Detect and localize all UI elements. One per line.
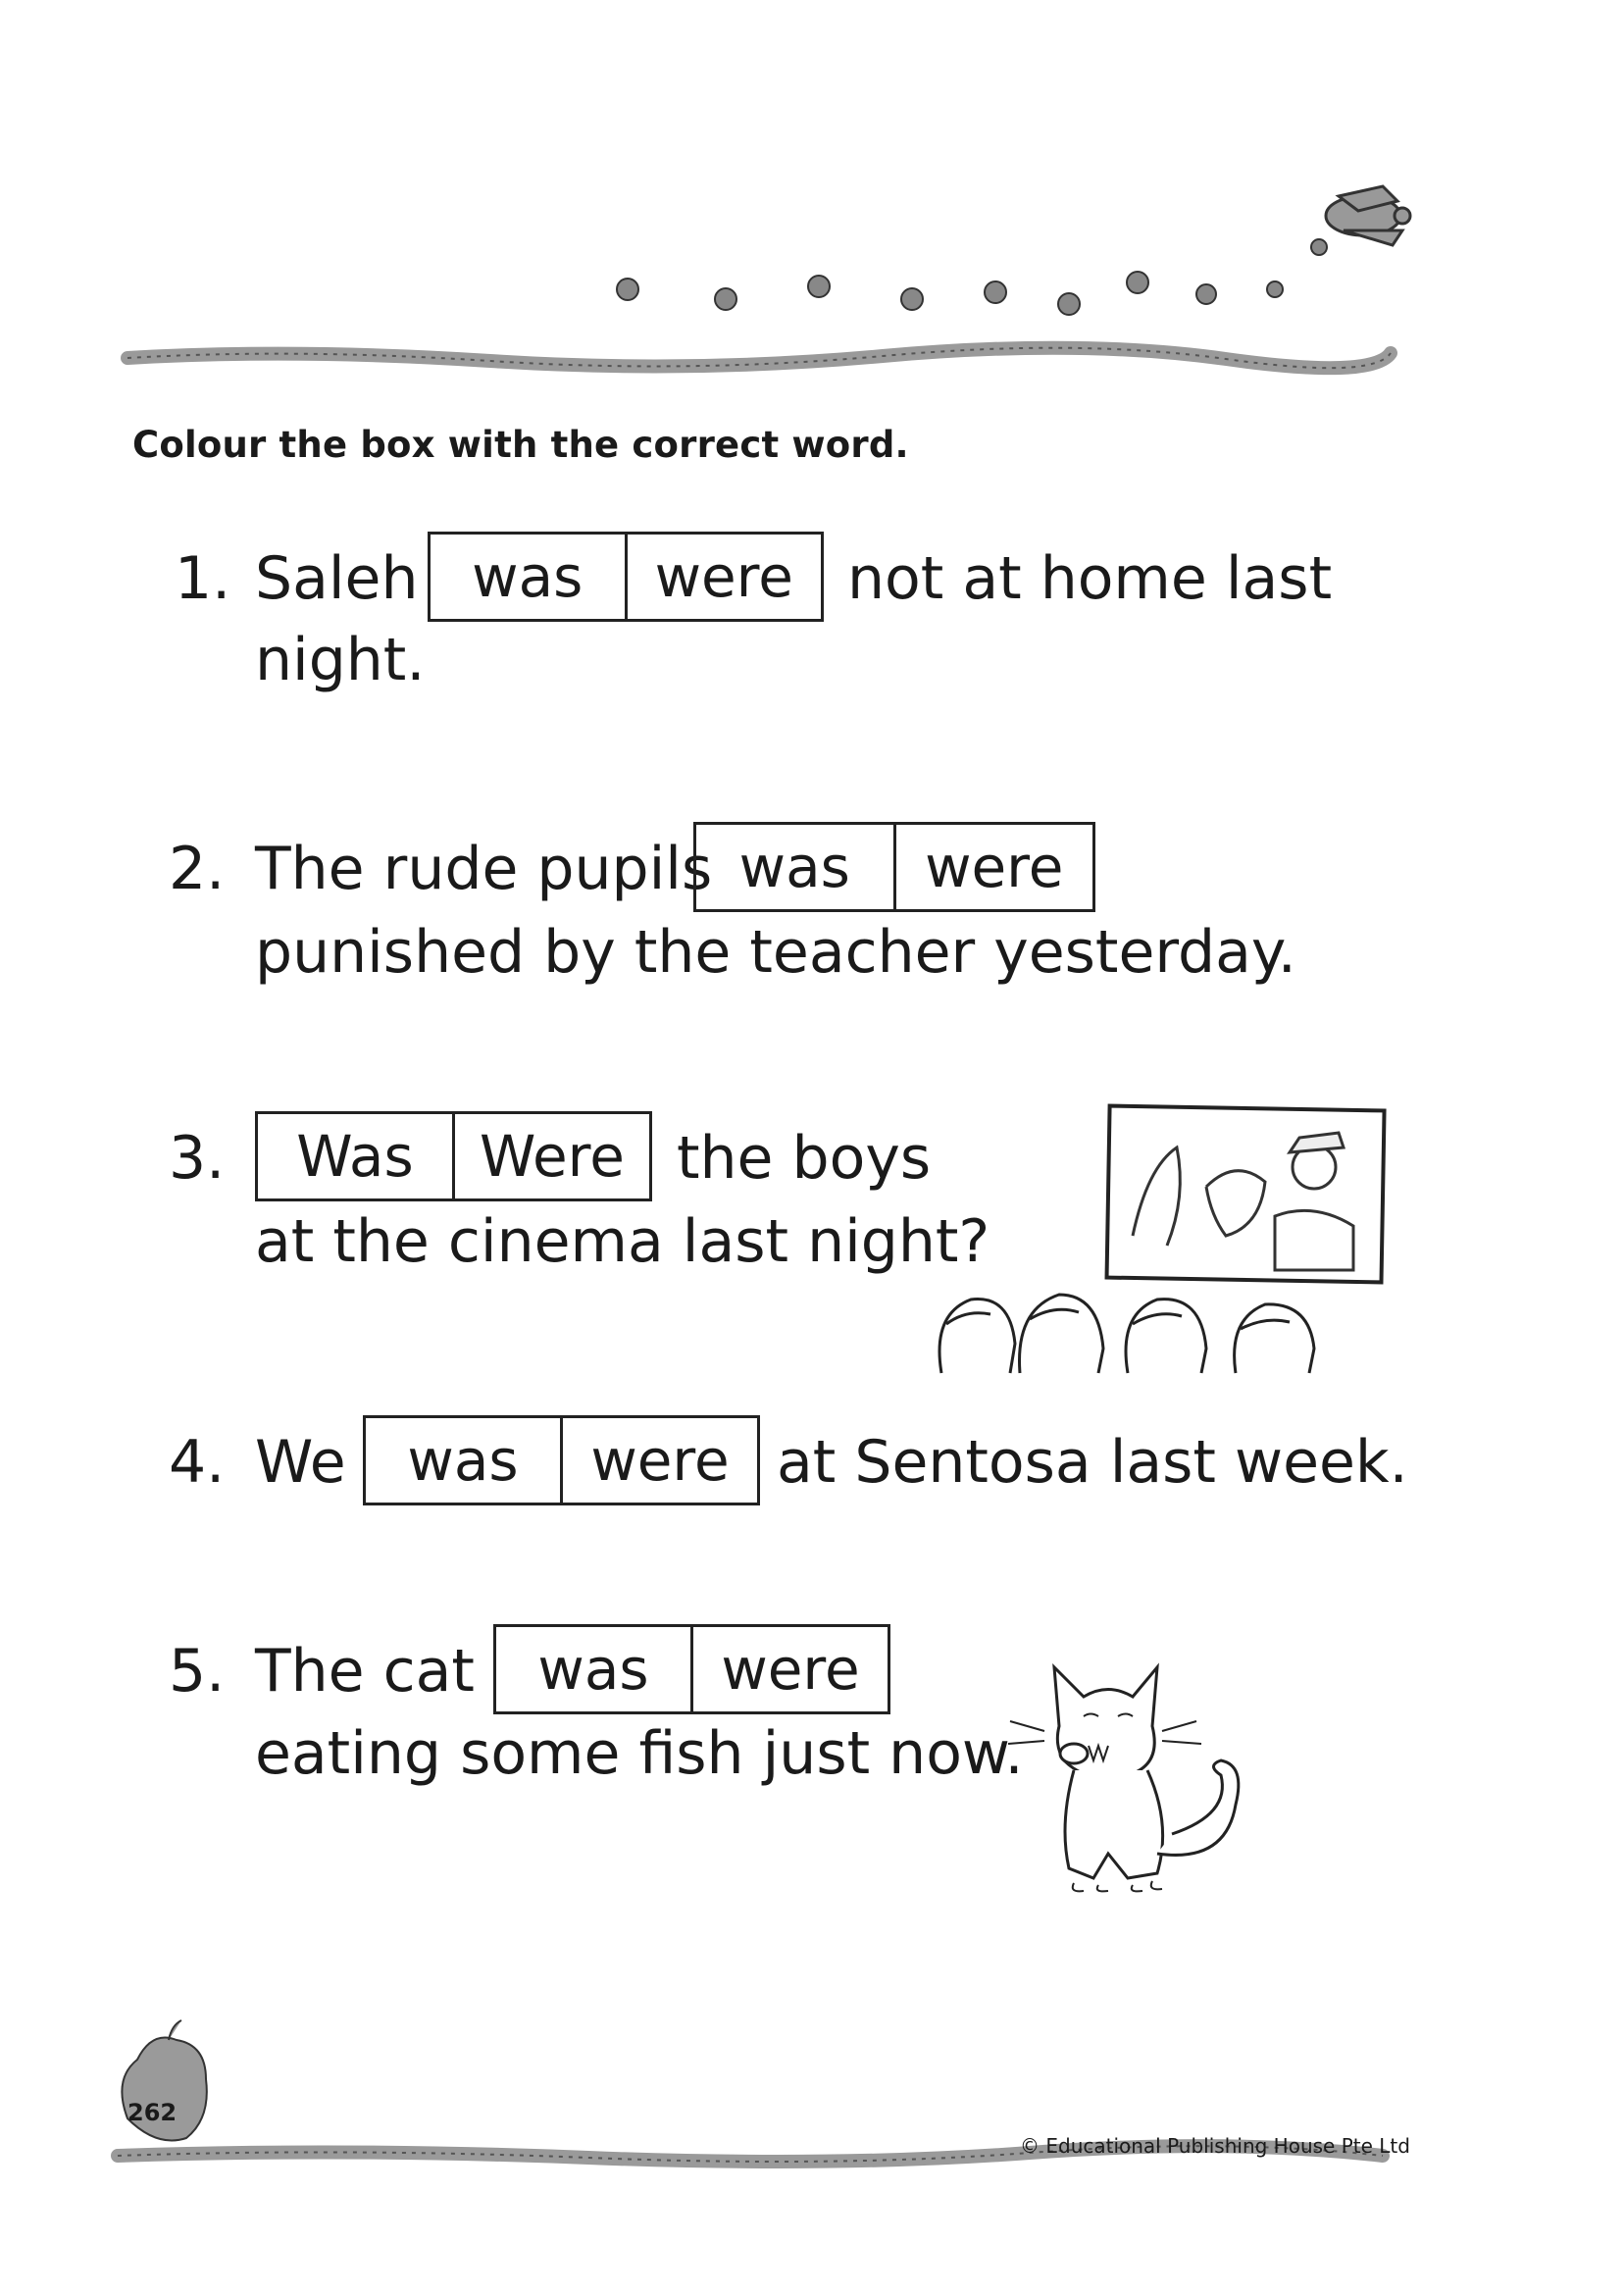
question-text-after: at Sentosa last week. <box>777 1428 1408 1497</box>
airplane-icon <box>1326 186 1410 245</box>
option-were[interactable]: were <box>590 1427 730 1494</box>
top-decoration <box>98 157 1432 382</box>
choice-box <box>693 822 1095 912</box>
question-text-before: We <box>255 1428 346 1497</box>
question-text-line2: night. <box>255 626 426 694</box>
option-were[interactable]: were <box>654 543 793 610</box>
cinema-screen <box>1107 1106 1385 1283</box>
choice-box <box>255 1111 652 1201</box>
question-number: 3. <box>169 1124 226 1193</box>
option-was[interactable]: was <box>431 535 628 619</box>
question-number: 2. <box>169 835 226 903</box>
question-text-line2: punished by the teacher yesterday. <box>255 918 1296 987</box>
question-text-after: the boys <box>677 1124 932 1193</box>
page-number: 262 <box>127 2099 178 2126</box>
question-text-before: Saleh <box>255 544 419 613</box>
option-was[interactable]: was <box>366 1418 563 1503</box>
option-was[interactable]: Was <box>258 1114 455 1198</box>
choice-box <box>363 1415 760 1505</box>
question-text-before: The cat <box>255 1637 475 1706</box>
question-number: 1. <box>175 544 231 613</box>
audience-heads <box>939 1295 1314 1373</box>
cat-illustration <box>1000 1628 1275 1893</box>
option-were[interactable]: were <box>721 1636 860 1703</box>
flower-icon <box>617 239 1327 315</box>
question-number: 4. <box>169 1428 226 1497</box>
question-number: 5. <box>169 1637 226 1706</box>
copyright-text: © Educational Publishing House Pte Ltd <box>1020 2134 1410 2158</box>
option-was[interactable]: was <box>496 1627 693 1711</box>
instruction: Colour the box with the correct word. <box>132 424 909 466</box>
question-text-before: The rude pupils <box>255 835 713 903</box>
option-were[interactable]: were <box>925 834 1064 900</box>
top-rule <box>127 348 1391 368</box>
choice-box <box>493 1624 890 1714</box>
cinema-illustration <box>922 1089 1393 1383</box>
question-text-line2: at the cinema last night? <box>255 1207 990 1276</box>
question-text-after: not at home last <box>847 544 1333 613</box>
option-were[interactable]: Were <box>480 1123 625 1190</box>
option-was[interactable]: was <box>696 825 896 909</box>
question-text-line2: eating some fish just now. <box>255 1719 1024 1788</box>
choice-box <box>428 532 824 622</box>
